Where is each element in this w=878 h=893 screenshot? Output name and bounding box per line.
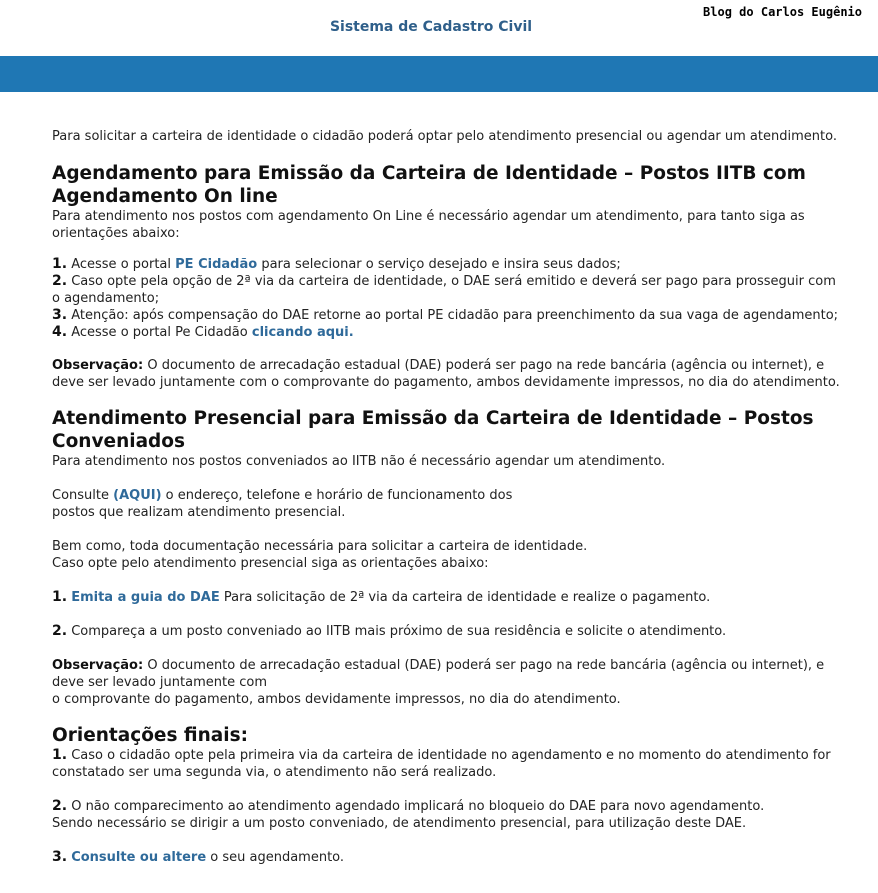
consult-line: Consulte (AQUI) o endereço, telefone e horário de funcionamento dos: [52, 488, 513, 503]
observation-label: Observação:: [52, 358, 144, 373]
main-content: [52, 128, 842, 866]
presencial-observation-line-2: o comprovante do pagamento, ambos devidamente impressos, no dia do atendimento.: [52, 692, 621, 707]
navigation-bar: [0, 56, 878, 92]
pe-cidadao-link[interactable]: PE Cidadão: [175, 257, 258, 272]
step-number: 3.: [52, 307, 68, 323]
consult-line-2: postos que realizam atendimento presencial.: [52, 505, 346, 520]
final-item-2-line-2: Sendo necessário se dirigir a um posto conveniado, de atendimento presencial, para utilização deste DAE.: [52, 816, 747, 831]
intro-text: Para solicitar a carteira de identidade o cidadão poderá optar pelo atendimento presencial ou agendar um atendimento.: [52, 129, 837, 144]
online-step-3: 3. Atenção: após compensação do DAE retorne ao portal PE cidadão para preenchimento da sua vaga de agendamento;: [52, 307, 839, 323]
final-item-3: 3. Consulte ou altere o seu agendamento.: [52, 849, 345, 865]
section-final-heading: Orientações finais:: [52, 725, 249, 746]
presencial-step-2: 2. Compareça a um posto conveniado ao IITB mais próximo de sua residência e solicite o atendimento.: [52, 623, 727, 639]
top-header: [0, 0, 878, 56]
online-observation: Observação: O documento de arrecadação estadual (DAE) poderá ser pago na rede bancária (agência ou internet), e deve ser levado juntamente com o comprovante do pagamento, ambos devidamente impressos, no dia do atendimento.: [52, 358, 840, 390]
docs-line-1: Bem como, toda documentação necessária para solicitar a carteira de identidade.: [52, 539, 588, 554]
final-item-1: 1. Caso o cidadão opte pela primeira via da carteira de identidade no agendamento e no momento do atendimento for constatado ser uma segunda via, o atendimento não será realizado.: [52, 747, 831, 780]
step-number: 1.: [52, 747, 68, 763]
aqui-link[interactable]: (AQUI): [113, 488, 162, 503]
step-number: 1.: [52, 589, 68, 605]
step-number: 1.: [52, 256, 68, 272]
online-step-4: 4. Acesse o portal Pe Cidadão clicando aqui.: [52, 324, 354, 340]
site-title: Sistema de Cadastro Civil: [329, 19, 533, 35]
step-number: 3.: [52, 849, 68, 865]
observation-label: Observação:: [52, 658, 144, 673]
presencial-step-1: 1. Emita a guia do DAE Para solicitação de 2ª via da carteira de identidade e realize o pagamento.: [52, 589, 711, 605]
step-number: 4.: [52, 324, 68, 340]
docs-line-2: Caso opte pelo atendimento presencial siga as orientações abaixo:: [52, 556, 489, 571]
section-presencial-description: Para atendimento nos postos conveniados ao IITB não é necessário agendar um atendimento.: [52, 454, 666, 469]
section-online-heading: Agendamento para Emissão da Carteira de Identidade – Postos IITB com Agendamento On line: [52, 163, 806, 207]
section-online-description: Para atendimento nos postos com agendamento On Line é necessário agendar um atendimento, para tanto siga as orientações abaixo:: [52, 209, 805, 241]
emita-guia-dae-link[interactable]: Emita a guia do DAE: [71, 590, 220, 605]
step-number: 2.: [52, 798, 68, 814]
watermark-text: Blog do Carlos Eugênio: [703, 5, 862, 19]
online-step-1: 1. Acesse o portal PE Cidadão para selecionar o serviço desejado e insira seus dados;: [52, 256, 621, 272]
section-presencial-heading: Atendimento Presencial para Emissão da Carteira de Identidade – Postos Conveniados: [52, 408, 814, 452]
step-number: 2.: [52, 273, 68, 289]
online-step-2: 2. Caso opte pela opção de 2ª via da carteira de identidade, o DAE será emitido e deverá ser pago para prosseguir com o agendamento;: [52, 273, 836, 306]
clicando-aqui-link[interactable]: clicando aqui.: [251, 325, 354, 340]
final-item-2: 2. O não comparecimento ao atendimento agendado implicará no bloqueio do DAE para novo agendamento.: [52, 798, 765, 814]
step-number: 2.: [52, 623, 68, 639]
consulte-ou-altere-link[interactable]: Consulte ou altere: [71, 850, 207, 865]
presencial-observation: Observação: O documento de arrecadação estadual (DAE) poderá ser pago na rede bancária (agência ou internet), e deve ser levado juntamente com: [52, 658, 825, 690]
